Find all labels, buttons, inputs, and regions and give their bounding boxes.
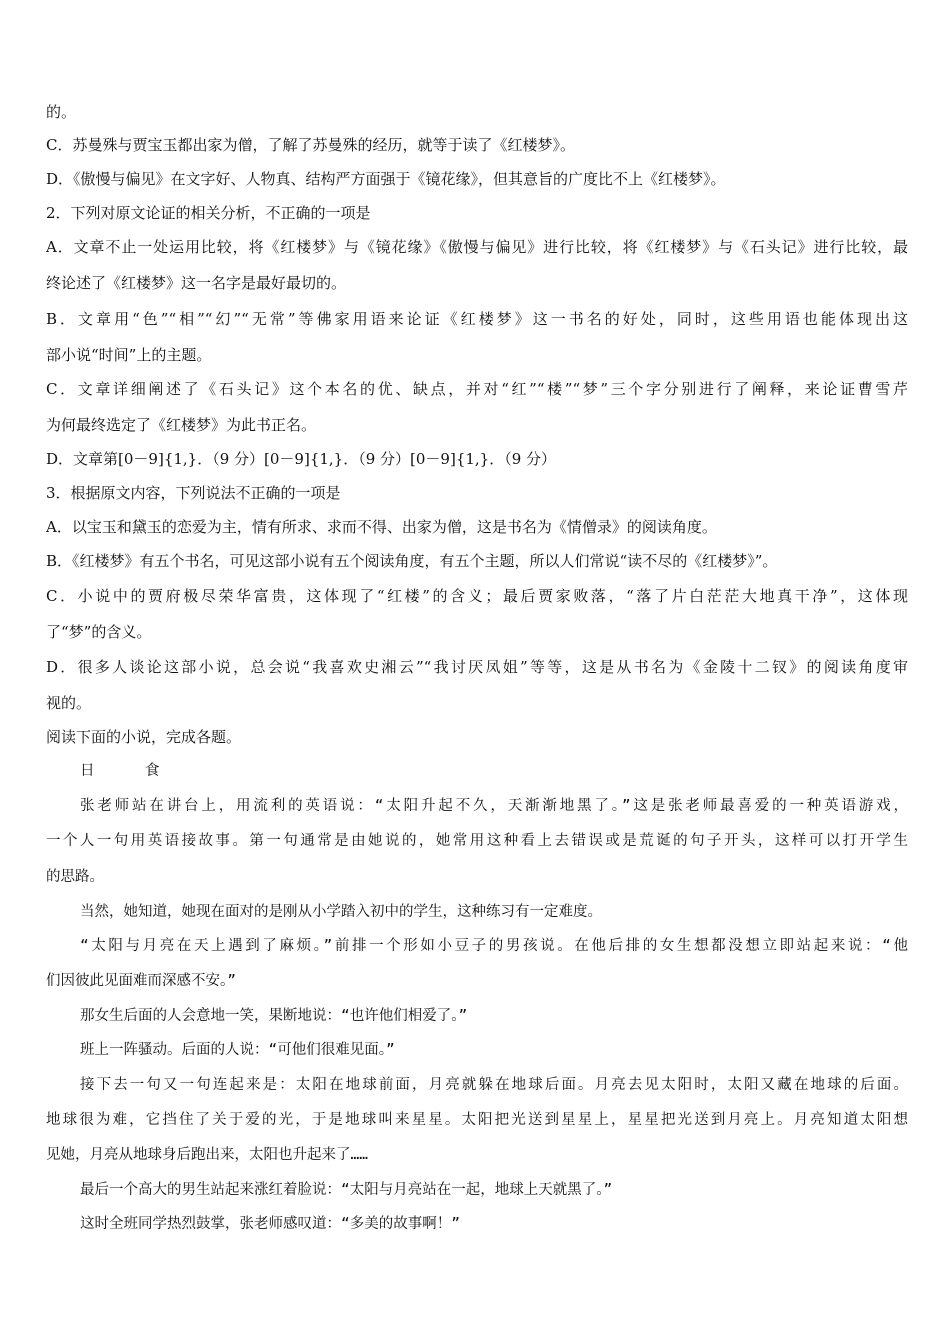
option-c-line: C．文章详细阐述了《石头记》这个本名的优、缺点，并对“红”“楼”“梦”三个字分别进行了阐释，来论证曹雪芹: [46, 380, 908, 398]
story-paragraph: 班上一阵骚动。后面的人说：“可他们很难见面。”: [80, 1042, 395, 1058]
option-a-line: A．文章不止一处运用比较，将《红楼梦》与《镜花缘》《傲慢与偏见》进行比较，将《红楼梦》与《石头记》进行比较，最: [46, 238, 908, 256]
story-line: 地球很为难，它挡住了关于爱的光，于是地球叫来星星。太阳把光送到星星上，星星把光送到月亮上。月亮知道太阳想: [46, 1112, 908, 1128]
story-line: 们因彼此见面难而深感不安。”: [46, 973, 236, 989]
text-line: 的。: [46, 103, 77, 121]
option-c-line: C．小说中的贾府极尽荣华富贵，这体现了“红楼”的含义；最后贾家败落，“落了片白茫茫大地真干净”，这体现: [46, 587, 908, 605]
option-d-line: D．《傲慢与偏见》在文字好、人物真、结构严方面强于《镜花缘》，但其意旨的广度比不上《红楼梦》。: [46, 170, 726, 188]
story-line: 一个人一句用英语接故事。第一句通常是由她说的，她常用这种看上去错误或是荒诞的句子开头，这样可以打开学生: [46, 833, 908, 849]
story-paragraph: 最后一个高大的男生站起来涨红着脸说：“太阳与月亮站在一起，地球上天就黑了。”: [80, 1182, 613, 1198]
option-c-line: C．苏曼殊与贾宝玉都出家为僧，了解了苏曼殊的经历，就等于读了《红楼梦》。: [46, 136, 575, 154]
question-2: 2．下列对原文论证的相关分析，不正确的一项是: [46, 204, 371, 222]
story-title: 日 食: [80, 763, 178, 779]
text-line: 终论述了《红楼梦》这一名字是最好最切的。: [46, 274, 347, 292]
story-paragraph: 接下去一句又一句连起来是：太阳在地球前面，月亮就躲在地球后面。月亮去见太阳时，太阳又藏在地球的后面。: [80, 1077, 908, 1093]
story-line: 见她，月亮从地球身后跑出来，太阳也升起来了……: [46, 1147, 368, 1163]
option-b-line: B．《红楼梦》有五个书名，可见这部小说有五个阅读角度，有五个主题，所以人们常说“读不尽的《红楼梦》”。: [46, 552, 778, 570]
question-3: 3．根据原文内容，下列说法不正确的一项是: [46, 484, 341, 502]
text-line: 视的。: [46, 694, 92, 712]
option-a-line: A．以宝玉和黛玉的恋爱为主，情有所求、求而不得、出家为僧，这是书名为《情僧录》的阅读角度。: [46, 518, 717, 536]
story-line: 的思路。: [46, 869, 104, 885]
option-d-line: D．文章第[0－9]{1,}．（9 分）[0－9]{1,}．（9 分）[0－9]{1,}．（9 分）: [46, 450, 557, 468]
text-line: 部小说“时间”上的主题。: [46, 346, 212, 364]
option-d-line: D．很多人谈论这部小说，总会说“我喜欢史湘云”“我讨厌凤姐”等等，这是从书名为《金陵十二钗》的阅读角度审: [46, 658, 908, 676]
option-b-line: B．文章用“色”“相”“幻”“无常”等佛家用语来论证《红楼梦》这一书名的好处，同时，这些用语也能体现出这: [46, 310, 908, 328]
story-paragraph: 这时全班同学热烈鼓掌，张老师感叹道：“多美的故事啊！”: [80, 1216, 460, 1232]
text-line: 了“梦”的含义。: [46, 623, 152, 641]
story-paragraph: 当然，她知道，她现在面对的是刚从小学踏入初中的学生，这种练习有一定难度。: [80, 904, 602, 920]
reading-instruction: 阅读下面的小说，完成各题。: [46, 728, 242, 746]
story-paragraph: 张老师站在讲台上，用流利的英语说：“太阳升起不久，天渐渐地黑了。”这是张老师最喜爱的一种英语游戏，: [80, 798, 908, 814]
story-paragraph: 那女生后面的人会意地一笑，果断地说：“也许他们相爱了。”: [80, 1008, 468, 1024]
text-line: 为何最终选定了《红楼梦》为此书正名。: [46, 416, 317, 434]
story-paragraph: “太阳与月亮在天上遇到了麻烦。”前排一个形如小豆子的男孩说。在他后排的女生想都没想立即站起来说：“他: [80, 938, 908, 954]
